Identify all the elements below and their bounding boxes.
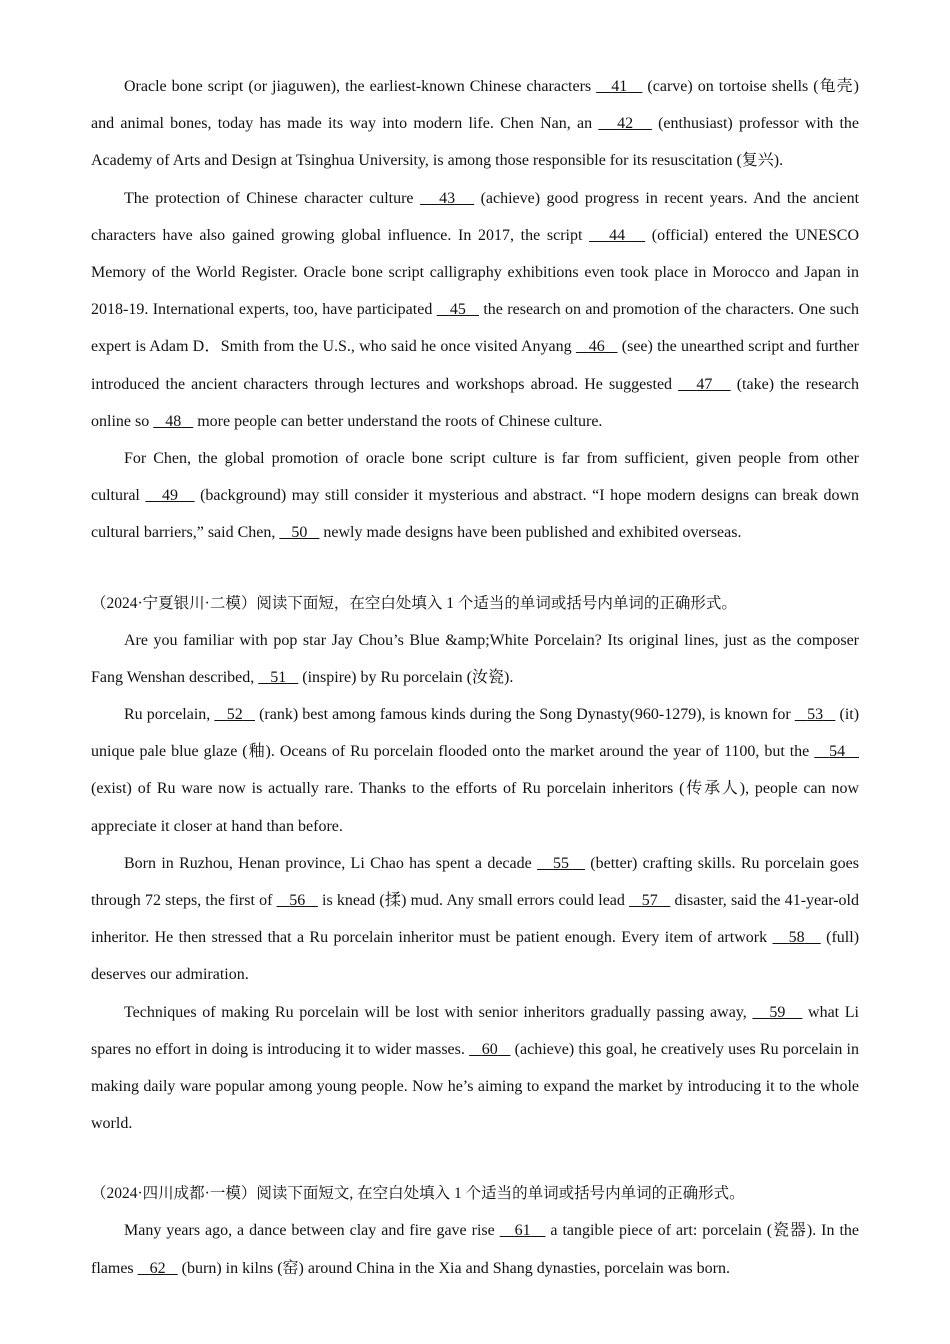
passage-text: Many years ago, a dance between clay and fire gave rise [124, 1222, 500, 1240]
blank-number: 42 [617, 115, 634, 133]
passage-text: Techniques of making Ru porcelain will be lost with senior inheritors gradually passing away, [124, 1003, 753, 1021]
passage-text: Ru porcelain, [124, 706, 215, 724]
blank-number: 45 [449, 301, 466, 319]
answer-blank [598, 115, 652, 132]
blank-number: 51 [270, 668, 287, 686]
answer-blank [437, 301, 479, 318]
passage-text: newly made designs have been published and exhibited overseas. [319, 524, 742, 542]
passage-text: (enthusiast) professor with the Academy of Arts and Design at Tsinghua University, is among those responsible for its resuscitation (复兴). [91, 115, 860, 170]
answer-blank [772, 929, 820, 946]
passage-text: Oracle bone script (or jiaguwen), the earliest-known Chinese characters [124, 78, 597, 95]
passage-paragraph [91, 696, 859, 845]
answer-blank [576, 338, 618, 355]
blank-number: 48 [165, 412, 182, 430]
passage-text: what Li spares no effort in doing is introducing it to wider masses. [91, 1003, 860, 1058]
blank-number: 61 [514, 1222, 531, 1240]
passage-text: (achieve) good progress in recent years. And the ancient characters have also gained growing global influence. In 2017, the script [91, 189, 860, 244]
passage-text: (rank) best among famous kinds during the Song Dynasty(960-1279), is known for [254, 706, 795, 724]
passage-paragraph [91, 68, 859, 180]
section-instruction: （2024·四川成都·一模）阅读下面短文, 在空白处填入 1 个适当的单词或括号内单词的正确形式。 [91, 1185, 745, 1203]
passage-text: more people can better understand the roots of Chinese culture. [193, 412, 603, 430]
blank-number: 47 [696, 375, 713, 393]
passage-text: (inspire) by Ru porcelain (汝瓷). [298, 668, 514, 686]
passage-paragraph [91, 180, 859, 440]
blank-number: 54 [829, 743, 846, 761]
answer-blank [277, 892, 318, 909]
answer-blank [678, 376, 731, 393]
answer-blank [420, 190, 474, 207]
passage-paragraph [91, 622, 859, 696]
answer-blank [258, 669, 298, 686]
passage-text: (it) unique pale blue glaze (釉). Oceans of Ru porcelain flooded onto the market around the year of 1100, but the [91, 706, 860, 761]
blank-number: 43 [439, 189, 456, 207]
passage-text: the research on and promotion of the characters. One such expert is Adam D．Smith from the U.S., who said he once visited Anyang [91, 301, 860, 356]
blank-number: 60 [481, 1040, 498, 1058]
answer-blank [214, 706, 255, 723]
passage-paragraph [91, 440, 859, 552]
answer-blank [752, 1004, 802, 1021]
blank-number: 62 [149, 1259, 166, 1277]
passage-text: (exist) of Ru ware now is actually rare. Thanks to the efforts of Ru porcelain inheritors (传承人), people can now appreciate it closer at hand than before. [91, 780, 859, 835]
section-instruction: （2024·宁夏银川·二模）阅读下面短，在空白处填入 1 个适当的单词或括号内单词的正确形式。 [91, 594, 737, 612]
passage-text: (achieve) this goal, he creatively uses Ru porcelain in making daily ware popular among young people. Now he’s aiming to expand the market by introducing it to the whole world. [91, 1040, 859, 1133]
passage-text: disaster, said the 41-year-old inheritor. He then stressed that a Ru porcelain inheritor must be patient enough. Every item of artwork [91, 892, 860, 947]
blank-number: 41 [611, 78, 628, 95]
passage-text: is knead (揉) mud. Any small errors could lead [317, 892, 630, 910]
passage-text: (better) crafting skills. Ru porcelain goes through 72 steps, the first of [91, 854, 859, 910]
blank-number: 55 [553, 854, 569, 872]
passage-text: The protection of Chinese character culture [124, 189, 420, 207]
answer-blank [138, 1260, 178, 1277]
answer-blank [500, 1222, 546, 1239]
passage-text: (take) the research online so [91, 375, 860, 430]
answer-blank [469, 1041, 510, 1058]
blank-number: 46 [588, 338, 605, 356]
passage-text: a tangible piece of art: porcelain (瓷器). In the flames [91, 1222, 860, 1277]
passage-text: Are you familiar with pop star Jay Chou’s Blue &amp;White Porcelain? Its original lines, just as the composer Fang Wenshan described, [91, 631, 859, 686]
blank-number: 53 [807, 706, 824, 724]
answer-blank [589, 227, 645, 244]
blank-number: 58 [788, 929, 805, 947]
passage-text: For Chen, the global promotion of oracle bone script culture is far from sufficient, given people from other cultural [91, 450, 859, 505]
blank-number: 57 [641, 892, 658, 910]
passage-text: (background) may still consider it mysterious and abstract. “I hope modern designs can break down cultural barriers,” said Chen, [91, 487, 859, 542]
passage-paragraph [91, 845, 859, 994]
passage-text: (burn) in kilns (窑) around China in the Xia and Shang dynasties, porcelain was born. [177, 1259, 730, 1277]
answer-blank [629, 892, 670, 909]
answer-blank [596, 78, 642, 95]
passage-paragraph [91, 1212, 859, 1286]
passage-text: Born in Ruzhou, Henan province, Li Chao has spent a decade [124, 854, 538, 872]
blank-number: 49 [161, 487, 178, 505]
answer-blank [537, 855, 585, 872]
blank-number: 52 [226, 706, 243, 724]
blank-number: 44 [609, 226, 626, 244]
answer-blank [145, 487, 194, 504]
blank-number: 50 [291, 524, 308, 542]
answer-blank [153, 413, 193, 430]
passage-text: (official) entered the UNESCO Memory of the World Register. Oracle bone script calligraphy exhibitions even took place in Morocco and Japan in 2018-19. International experts, too, have participated [91, 226, 859, 319]
passage-paragraph [91, 994, 859, 1143]
blank-number: 59 [769, 1003, 786, 1021]
answer-blank [279, 524, 319, 541]
passage-text: (see) the unearthed script and further introduced the ancient characters through lectures and workshops abroad. He suggested [91, 338, 860, 393]
passage-text: (full) deserves our admiration. [91, 929, 860, 984]
answer-blank [814, 743, 859, 760]
answer-blank [795, 706, 836, 723]
blank-number: 56 [289, 892, 306, 910]
passage-text: (carve) on tortoise shells (龟壳) and animal bones, today has made its way into modern life. Chen Nan, an [91, 78, 860, 133]
document-page [91, 68, 859, 1287]
